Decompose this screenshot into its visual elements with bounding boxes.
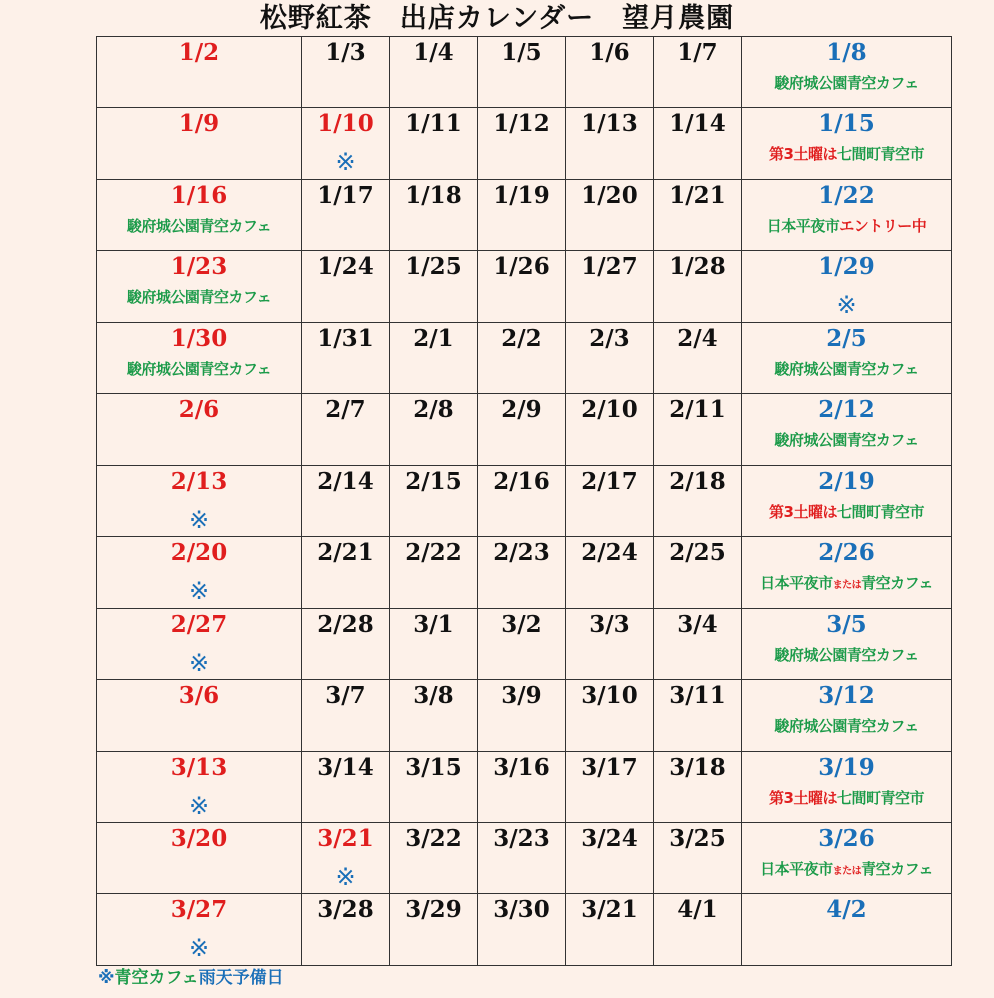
calendar-row <box>97 894 952 966</box>
calendar-cell <box>478 394 566 465</box>
date-label: 3/15 <box>405 753 462 781</box>
date-label: 2/22 <box>405 539 462 567</box>
calendar-cell <box>302 680 390 751</box>
calendar-cell <box>566 251 654 322</box>
calendar-cell <box>654 751 742 822</box>
event-note <box>742 144 951 164</box>
date-label: 2/21 <box>317 539 374 567</box>
calendar-table <box>96 36 952 966</box>
calendar-row <box>97 608 952 679</box>
event-note-part: 日本平夜市 <box>760 859 833 878</box>
calendar-row <box>97 179 952 250</box>
calendar-cell <box>390 465 478 536</box>
rain-day-mark: ※ <box>188 791 210 820</box>
date-label: 3/27 <box>170 896 228 924</box>
calendar-cell <box>302 894 390 966</box>
date-label: 2/25 <box>669 539 726 567</box>
event-note-part: 青空カフェ <box>861 574 933 593</box>
calendar-cell <box>97 251 302 322</box>
calendar-cell <box>390 394 478 465</box>
calendar-cell <box>390 108 478 179</box>
event-note <box>742 788 951 808</box>
calendar-cell <box>97 822 302 893</box>
calendar-cell <box>478 894 566 966</box>
legend <box>98 965 284 991</box>
date-label: 2/16 <box>493 467 550 495</box>
calendar-cell <box>742 608 952 679</box>
date-label: 3/28 <box>317 896 374 924</box>
date-label: 2/6 <box>178 396 220 424</box>
calendar-cell <box>654 37 742 108</box>
event-note-part: 七間町青空市 <box>836 788 924 807</box>
calendar-cell <box>742 322 952 393</box>
date-label: 2/17 <box>581 467 638 495</box>
calendar-row <box>97 322 952 393</box>
date-label: 1/29 <box>818 253 875 281</box>
calendar-cell <box>566 894 654 966</box>
rain-day-mark: ※ <box>188 577 210 606</box>
date-label: 3/10 <box>581 682 638 710</box>
date-label: 2/8 <box>413 396 454 424</box>
calendar-cell <box>97 608 302 679</box>
event-note-part: エントリー中 <box>839 216 927 235</box>
date-label: 3/3 <box>589 610 630 638</box>
date-label: 2/5 <box>826 324 867 352</box>
calendar-cell <box>390 894 478 966</box>
calendar-cell <box>390 608 478 679</box>
date-label: 2/20 <box>170 539 228 567</box>
date-label: 2/28 <box>317 610 374 638</box>
calendar-cell <box>566 394 654 465</box>
date-label: 3/22 <box>405 824 462 852</box>
calendar-cell <box>654 108 742 179</box>
date-label: 1/23 <box>170 253 228 281</box>
date-label: 1/7 <box>677 39 718 66</box>
calendar-cell <box>566 537 654 608</box>
date-label: 3/19 <box>818 753 875 781</box>
calendar-row <box>97 465 952 536</box>
calendar-cell <box>478 822 566 893</box>
event-note-part: 青空カフェ <box>861 859 933 878</box>
event-note-part: 日本平夜市 <box>766 216 840 235</box>
date-label: 3/14 <box>317 753 374 781</box>
date-label: 3/21 <box>317 824 374 852</box>
date-label: 2/27 <box>170 610 228 638</box>
date-label: 1/25 <box>405 253 462 281</box>
legend-rain: 雨天予備日 <box>198 968 284 988</box>
date-label: 1/20 <box>581 181 638 209</box>
event-note: 駿府城公園青空カフェ <box>126 359 272 378</box>
date-label: 1/28 <box>669 253 726 281</box>
calendar-cell <box>566 465 654 536</box>
calendar-cell <box>390 179 478 250</box>
calendar-cell <box>97 465 302 536</box>
calendar-cell <box>302 608 390 679</box>
calendar-cell <box>654 179 742 250</box>
date-label: 4/1 <box>677 896 718 924</box>
calendar-cell <box>742 108 952 179</box>
date-label: 3/18 <box>669 753 726 781</box>
calendar-cell <box>742 894 952 966</box>
calendar-cell <box>742 822 952 893</box>
event-note-part: 第3土曜は <box>769 788 837 807</box>
date-label: 3/26 <box>818 824 875 852</box>
calendar-row <box>97 680 952 751</box>
calendar-cell <box>654 251 742 322</box>
calendar-cell <box>566 751 654 822</box>
date-label: 1/22 <box>818 181 875 209</box>
calendar-cell <box>742 251 952 322</box>
calendar-cell <box>390 251 478 322</box>
event-note: 駿府城公園青空カフェ <box>774 645 919 664</box>
date-label: 1/12 <box>493 110 550 138</box>
event-note <box>742 216 951 236</box>
calendar-cell <box>478 322 566 393</box>
calendar-row <box>97 251 952 322</box>
date-label: 3/9 <box>501 682 542 710</box>
date-label: 2/23 <box>493 539 550 567</box>
calendar-cell <box>97 537 302 608</box>
calendar-cell <box>654 322 742 393</box>
event-note: 駿府城公園青空カフェ <box>774 74 919 92</box>
event-note <box>742 573 951 596</box>
date-label: 2/19 <box>818 467 875 495</box>
date-label: 2/15 <box>405 467 462 495</box>
calendar-cell <box>97 894 302 966</box>
calendar-row <box>97 822 952 893</box>
date-label: 1/31 <box>317 324 374 352</box>
page-title: 松野紅茶 出店カレンダー 望月農園 <box>259 3 735 34</box>
calendar-cell <box>742 394 952 465</box>
calendar-cell <box>390 322 478 393</box>
date-label: 3/25 <box>669 824 726 852</box>
calendar-row <box>97 751 952 822</box>
calendar-cell <box>302 751 390 822</box>
date-label: 1/18 <box>405 181 462 209</box>
event-note: 駿府城公園青空カフェ <box>774 431 919 450</box>
calendar-cell <box>302 394 390 465</box>
date-label: 3/5 <box>826 610 867 638</box>
date-label: 1/13 <box>581 110 638 138</box>
date-label: 3/7 <box>325 682 366 710</box>
date-label: 3/12 <box>818 682 875 710</box>
date-label: 1/11 <box>405 110 462 138</box>
date-label: 1/6 <box>589 39 630 66</box>
date-label: 1/15 <box>818 110 875 138</box>
date-label: 2/3 <box>589 324 630 352</box>
calendar-cell <box>478 251 566 322</box>
calendar-cell <box>742 751 952 822</box>
calendar-cell <box>390 822 478 893</box>
date-label: 3/2 <box>501 610 542 638</box>
event-note-part: 第3土曜は <box>769 145 837 164</box>
date-label: 1/26 <box>493 253 550 281</box>
calendar-cell <box>478 179 566 250</box>
calendar-cell <box>302 322 390 393</box>
calendar-cell <box>390 680 478 751</box>
calendar-cell <box>654 822 742 893</box>
calendar-cell <box>302 822 390 893</box>
calendar-cell <box>302 37 390 108</box>
calendar-cell <box>654 680 742 751</box>
calendar-cell <box>302 179 390 250</box>
date-label: 1/21 <box>669 181 726 209</box>
calendar-cell <box>478 537 566 608</box>
event-note: 駿府城公園青空カフェ <box>126 216 272 235</box>
date-label: 4/2 <box>826 896 867 924</box>
calendar-cell <box>97 394 302 465</box>
calendar-cell <box>390 537 478 608</box>
date-label: 1/4 <box>413 39 454 66</box>
event-note-part: 七間町青空市 <box>836 502 924 521</box>
event-note-part: 日本平夜市 <box>760 574 833 593</box>
date-label: 2/26 <box>818 539 875 567</box>
date-label: 1/9 <box>178 110 220 138</box>
rain-day-mark: ※ <box>335 862 356 891</box>
calendar-cell <box>654 394 742 465</box>
calendar-cell <box>302 108 390 179</box>
calendar-cell <box>566 608 654 679</box>
calendar-cell <box>742 537 952 608</box>
date-label: 1/14 <box>669 110 726 138</box>
date-label: 2/10 <box>581 396 638 424</box>
date-label: 1/30 <box>170 324 228 352</box>
rain-day-mark: ※ <box>335 148 356 177</box>
calendar-cell <box>97 680 302 751</box>
date-label: 3/6 <box>178 682 220 710</box>
rain-day-mark: ※ <box>836 291 857 320</box>
date-label: 3/13 <box>170 753 228 781</box>
calendar-cell <box>478 751 566 822</box>
date-label: 2/14 <box>317 467 374 495</box>
date-label: 1/10 <box>317 110 374 138</box>
calendar-cell <box>390 751 478 822</box>
date-label: 3/29 <box>405 896 462 924</box>
calendar-cell <box>742 680 952 751</box>
event-note: 駿府城公園青空カフェ <box>774 717 919 736</box>
date-label: 2/11 <box>669 396 726 424</box>
date-label: 2/2 <box>501 324 542 352</box>
rain-day-mark: ※ <box>188 505 210 534</box>
calendar-row <box>97 537 952 608</box>
rain-day-mark: ※ <box>188 648 210 677</box>
date-label: 2/12 <box>818 396 875 424</box>
calendar-row <box>97 394 952 465</box>
legend-mark: ※ <box>98 968 115 988</box>
date-label: 1/27 <box>581 253 638 281</box>
calendar-cell <box>478 680 566 751</box>
date-label: 3/20 <box>170 824 228 852</box>
calendar-cell <box>97 179 302 250</box>
date-label: 2/24 <box>581 539 638 567</box>
date-label: 2/4 <box>677 324 718 352</box>
calendar-cell <box>566 322 654 393</box>
event-note <box>742 859 951 882</box>
date-label: 3/4 <box>677 610 718 638</box>
event-note-part: または <box>832 865 862 877</box>
event-note-part: または <box>832 580 862 592</box>
calendar-cell <box>97 108 302 179</box>
calendar-row <box>97 108 952 179</box>
calendar-cell <box>478 608 566 679</box>
date-label: 3/21 <box>581 896 638 924</box>
date-label: 1/3 <box>325 39 366 66</box>
calendar-cell <box>654 894 742 966</box>
date-label: 1/2 <box>178 39 220 66</box>
date-label: 3/30 <box>493 896 550 924</box>
event-note: 駿府城公園青空カフェ <box>126 288 272 307</box>
date-label: 2/18 <box>669 467 726 495</box>
calendar-cell <box>478 37 566 108</box>
calendar-cell <box>566 179 654 250</box>
event-note-part: 七間町青空市 <box>836 145 924 164</box>
date-label: 3/17 <box>581 753 638 781</box>
calendar-cell <box>654 608 742 679</box>
calendar-cell <box>566 680 654 751</box>
date-label: 3/8 <box>413 682 454 710</box>
event-note <box>742 502 951 522</box>
date-label: 1/19 <box>493 181 550 209</box>
calendar-cell <box>390 37 478 108</box>
date-label: 2/9 <box>501 396 542 424</box>
calendar-cell <box>654 537 742 608</box>
calendar-cell <box>97 322 302 393</box>
calendar-cell <box>478 108 566 179</box>
calendar-cell <box>566 108 654 179</box>
date-label: 1/16 <box>170 181 228 209</box>
date-label: 3/23 <box>493 824 550 852</box>
calendar-cell <box>566 37 654 108</box>
calendar-cell <box>742 37 952 108</box>
calendar-cell <box>302 465 390 536</box>
date-label: 2/13 <box>170 467 228 495</box>
date-label: 1/17 <box>317 181 374 209</box>
date-label: 3/16 <box>493 753 550 781</box>
rain-day-mark: ※ <box>188 934 210 963</box>
calendar-row <box>97 37 952 108</box>
calendar-cell <box>742 179 952 250</box>
date-label: 2/7 <box>325 396 366 424</box>
calendar-cell <box>97 37 302 108</box>
calendar-cell <box>478 465 566 536</box>
calendar-cell <box>97 751 302 822</box>
event-note: 駿府城公園青空カフェ <box>774 359 919 378</box>
calendar-cell <box>566 822 654 893</box>
date-label: 3/24 <box>581 824 638 852</box>
date-label: 1/5 <box>501 39 542 66</box>
date-label: 3/11 <box>669 682 726 710</box>
calendar-cell <box>302 251 390 322</box>
date-label: 2/1 <box>413 324 454 352</box>
calendar-cell <box>654 465 742 536</box>
event-note-part: 第3土曜は <box>769 502 837 521</box>
date-label: 1/24 <box>317 253 374 281</box>
calendar-cell <box>302 537 390 608</box>
calendar-cell <box>742 465 952 536</box>
date-label: 1/8 <box>826 39 867 66</box>
legend-cafe: 青空カフェ <box>114 968 199 988</box>
date-label: 3/1 <box>413 610 454 638</box>
